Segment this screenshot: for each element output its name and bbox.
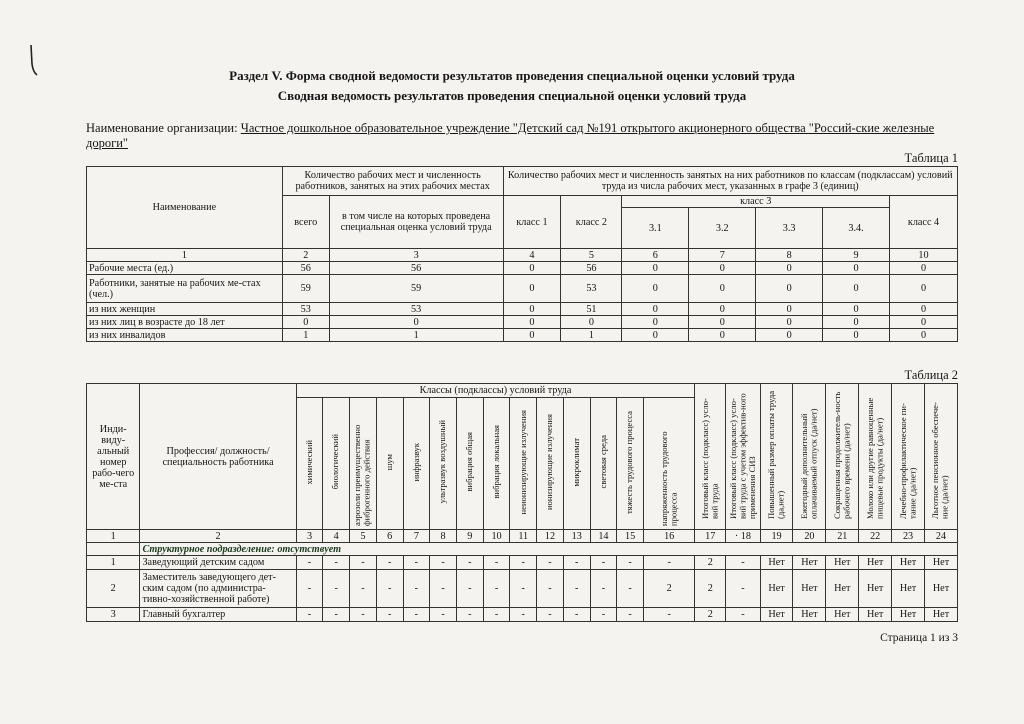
- cell: Нет: [760, 570, 793, 608]
- cell: 2: [695, 608, 726, 622]
- page-number: Страница 1 из 3: [880, 632, 958, 644]
- cell: 0: [756, 275, 823, 303]
- cell: -: [563, 556, 590, 570]
- cell: Нет: [924, 608, 957, 622]
- col-number: 5: [350, 530, 377, 543]
- col-number: 19: [760, 530, 793, 543]
- t1-header-group2: Количество рабочих мест и численность занятых на них работников по классам (подклассам) условий труда из числа рабочих мест, указанных в графе 3 (единиц): [503, 167, 958, 196]
- cell: -: [376, 556, 403, 570]
- t2-factor-header: микроклимат: [570, 437, 581, 487]
- cell: 0: [689, 262, 756, 275]
- cell: -: [563, 570, 590, 608]
- cell: 0: [823, 303, 890, 316]
- t1-header-class4: класс 4: [890, 196, 958, 249]
- cell: -: [537, 608, 564, 622]
- workplace-number: 2: [87, 570, 140, 608]
- cell: -: [617, 570, 644, 608]
- cell: 1: [282, 329, 329, 342]
- section-title: Раздел V. Форма сводной ведомости результатов проведения специальной оценки условий труда: [229, 68, 795, 83]
- col-number: 1: [87, 249, 283, 262]
- t1-header-assessed: в том числе на которых проведена специальная оценка условий труда: [329, 196, 503, 249]
- cell: -: [456, 570, 483, 608]
- cell: -: [590, 556, 617, 570]
- cell: 0: [561, 316, 622, 329]
- cell: 0: [756, 316, 823, 329]
- cell: -: [430, 608, 457, 622]
- t2-factor-header: неионизирующие излучения: [517, 409, 528, 515]
- cell: -: [296, 570, 323, 608]
- cell: 0: [890, 329, 958, 342]
- cell: -: [456, 608, 483, 622]
- cell: 0: [890, 275, 958, 303]
- col-number: 9: [823, 249, 890, 262]
- cell: 0: [689, 329, 756, 342]
- cell: -: [296, 556, 323, 570]
- cell: 0: [823, 262, 890, 275]
- table2-caption: Таблица 2: [904, 368, 958, 382]
- t1-header-class3: класс 3: [622, 196, 890, 208]
- t1-header-3-3: 3.3: [756, 208, 823, 249]
- col-number: 6: [622, 249, 689, 262]
- cell: -: [350, 608, 377, 622]
- t2-factor-header: инфразвук: [410, 442, 421, 482]
- t2-header-extra: Молоко или другие равноценные пищевые продукты (да/нет): [864, 397, 885, 519]
- t2-header-extra: Итоговый класс (подкласс) усло-вий труда: [699, 398, 720, 519]
- cell: -: [483, 608, 510, 622]
- cell: 56: [282, 262, 329, 275]
- t2-header-extra: Лечебно-профилактическое пи-тание (да/нет): [897, 403, 918, 519]
- cell: Нет: [826, 608, 859, 622]
- cell: -: [350, 570, 377, 608]
- cell: 0: [890, 303, 958, 316]
- cell: -: [456, 556, 483, 570]
- col-number: 16: [643, 530, 694, 543]
- structural-unit-row: Структурное подразделение: отсутствует: [140, 543, 958, 556]
- cell: -: [376, 608, 403, 622]
- cell: -: [323, 570, 350, 608]
- cell: 0: [890, 262, 958, 275]
- table-row: [87, 329, 958, 342]
- cell: -: [430, 570, 457, 608]
- cell: Нет: [859, 556, 892, 570]
- cell: 0: [622, 303, 689, 316]
- col-number: 23: [892, 530, 925, 543]
- t1-header-3-2: 3.2: [689, 208, 756, 249]
- cell: Нет: [793, 608, 826, 622]
- col-number: 8: [756, 249, 823, 262]
- cell: 0: [503, 329, 561, 342]
- table1-caption: Таблица 1: [904, 151, 958, 165]
- cell: 2: [695, 556, 726, 570]
- row-label: из них женщин: [87, 303, 283, 316]
- workplace-table: [86, 383, 958, 622]
- col-number: 7: [689, 249, 756, 262]
- cell: -: [617, 608, 644, 622]
- cell: 0: [622, 316, 689, 329]
- cell: -: [590, 570, 617, 608]
- row-label: Рабочие места (ед.): [87, 262, 283, 275]
- cell: Нет: [892, 556, 925, 570]
- cell: -: [403, 570, 430, 608]
- cell: Нет: [892, 570, 925, 608]
- cell: Нет: [826, 556, 859, 570]
- document-subtitle: Сводная ведомость результатов проведения специальной оценки условий труда: [277, 88, 747, 103]
- cell: 0: [329, 316, 503, 329]
- t1-header-class1: класс 1: [503, 196, 561, 249]
- t2-factor-header: химический: [303, 439, 314, 485]
- cell: 0: [503, 275, 561, 303]
- cell: 0: [689, 275, 756, 303]
- cell: 0: [503, 316, 561, 329]
- cell: -: [483, 570, 510, 608]
- col-number: 21: [826, 530, 859, 543]
- col-number: 7: [403, 530, 430, 543]
- col-number: 15: [617, 530, 644, 543]
- cell: -: [590, 608, 617, 622]
- table-row: [87, 303, 958, 316]
- t2-factor-header: световая среда: [597, 435, 608, 489]
- t2-factor-header: ионизирующие излучения: [544, 413, 555, 511]
- col-number: 14: [590, 530, 617, 543]
- col-number: 13: [563, 530, 590, 543]
- t1-column-numbers: [87, 249, 958, 262]
- cell: 2: [643, 570, 694, 608]
- cell: -: [430, 556, 457, 570]
- cell: 0: [503, 303, 561, 316]
- cell: 0: [622, 329, 689, 342]
- cell: Нет: [760, 556, 793, 570]
- t2-header-classes: Классы (подклассы) условий труда: [296, 384, 695, 398]
- cell: -: [726, 556, 760, 570]
- cell: 59: [282, 275, 329, 303]
- profession: Главный бухгалтер: [140, 608, 296, 622]
- cell: 0: [282, 316, 329, 329]
- table-row: [87, 556, 958, 570]
- cell: 59: [329, 275, 503, 303]
- cell: -: [350, 556, 377, 570]
- cell: 0: [756, 329, 823, 342]
- cell: -: [323, 556, 350, 570]
- col-number: 4: [323, 530, 350, 543]
- cell: 56: [329, 262, 503, 275]
- t2-factor-header: ультразвук воздушный: [437, 420, 448, 504]
- cell: -: [323, 608, 350, 622]
- cell: -: [537, 556, 564, 570]
- cell: -: [403, 608, 430, 622]
- t1-header-total: всего: [282, 196, 329, 249]
- t2-factor-header: биологический: [330, 434, 341, 490]
- col-number: 17: [695, 530, 726, 543]
- cell: 0: [756, 262, 823, 275]
- cell: -: [510, 556, 537, 570]
- cell: 0: [890, 316, 958, 329]
- cell: 53: [329, 303, 503, 316]
- workplace-number: 1: [87, 556, 140, 570]
- cell: 0: [622, 275, 689, 303]
- cell: -: [376, 570, 403, 608]
- cell: -: [726, 570, 760, 608]
- cell: 1: [329, 329, 503, 342]
- col-number: 10: [483, 530, 510, 543]
- cell: -: [537, 570, 564, 608]
- col-number: 3: [296, 530, 323, 543]
- t2-header-extra: Сокращенная продолжитель-ность рабочего времени (да/нет): [831, 391, 852, 519]
- row-label: из них лиц в возрасте до 18 лет: [87, 316, 283, 329]
- col-number: 12: [537, 530, 564, 543]
- t1-header-3-1: 3.1: [622, 208, 689, 249]
- cell: -: [296, 608, 323, 622]
- col-number: 11: [510, 530, 537, 543]
- col-number: 6: [376, 530, 403, 543]
- cell: Нет: [826, 570, 859, 608]
- col-number: 20: [793, 530, 826, 543]
- row-label: Работники, занятые на рабочих ме-стах (чел.): [87, 275, 283, 303]
- t2-factor-header: тяжесть трудового процесса: [624, 410, 635, 514]
- t2-factor-header: аэрозоли преимущественно фиброгенного действия: [352, 424, 372, 526]
- cell: 0: [689, 316, 756, 329]
- cell: -: [510, 570, 537, 608]
- t2-header-profession: Профессия/ должность/ специальность работника: [140, 384, 296, 530]
- cell: 56: [561, 262, 622, 275]
- t2-header-number: Инди-виду-альный номер рабо-чего ме-ста: [87, 384, 140, 530]
- profession: Заместитель заведующего дет-ским садом (по администра-тивно-хозяйственной работе): [140, 570, 296, 608]
- t1-header-group1: Количество рабочих мест и численность работников, занятых на этих рабочих местах: [282, 167, 503, 196]
- table-row: [87, 570, 958, 608]
- cell: Нет: [760, 608, 793, 622]
- table-row: [87, 262, 958, 275]
- summary-table: [86, 166, 958, 342]
- cell: 0: [823, 316, 890, 329]
- cell: Нет: [924, 570, 957, 608]
- col-number: 2: [282, 249, 329, 262]
- cell: -: [643, 608, 694, 622]
- cell: -: [617, 556, 644, 570]
- cell: -: [510, 608, 537, 622]
- workplace-number: 3: [87, 608, 140, 622]
- t2-factor-header: напряженность трудового процесса: [658, 431, 679, 526]
- organization-line: [86, 121, 961, 151]
- row-label: из них инвалидов: [87, 329, 283, 342]
- t2-header-extra: Итоговый класс (подкласс) усло-вий труда с учетом эффектив-ного применения СИЗ: [727, 393, 757, 519]
- t2-factor-header: вибрация локальная: [490, 425, 501, 499]
- table-row: [87, 275, 958, 303]
- t2-column-numbers: [87, 530, 958, 543]
- cell: Нет: [924, 556, 957, 570]
- cell: Нет: [793, 556, 826, 570]
- profession: Заведующий детским садом: [140, 556, 296, 570]
- cell: 51: [561, 303, 622, 316]
- organization-label: Наименование организации:: [86, 121, 238, 135]
- cell: 2: [695, 570, 726, 608]
- col-number: 22: [859, 530, 892, 543]
- organization-name: Частное дошкольное образовательное учреждение "Детский сад №191 открытого акционерного общества "Россий-ские железные дороги": [86, 121, 935, 150]
- t2-factor-header: вибрация общая: [464, 432, 475, 492]
- col-number: 8: [430, 530, 457, 543]
- cell: -: [483, 556, 510, 570]
- col-number: 4: [503, 249, 561, 262]
- t2-header-extra: Льготное пенсионное обеспече-ние (да/нет): [930, 402, 950, 519]
- col-number: 10: [890, 249, 958, 262]
- cell: 0: [622, 262, 689, 275]
- cell: 53: [282, 303, 329, 316]
- cell: Нет: [793, 570, 826, 608]
- col-number: · 18: [726, 530, 760, 543]
- cell: -: [643, 556, 694, 570]
- cell: 0: [756, 303, 823, 316]
- cell: 0: [689, 303, 756, 316]
- t1-header-class2: класс 2: [561, 196, 622, 249]
- col-number: 5: [561, 249, 622, 262]
- cell: Нет: [859, 608, 892, 622]
- cell: 0: [503, 262, 561, 275]
- cell: -: [726, 608, 760, 622]
- cell: 0: [823, 329, 890, 342]
- cell: 0: [823, 275, 890, 303]
- t2-header-extra: Повышенный размер оплаты труда (да,нет): [766, 390, 786, 519]
- cell: 53: [561, 275, 622, 303]
- t1-header-3-4: 3.4.: [823, 208, 890, 249]
- col-number: 3: [329, 249, 503, 262]
- col-number: 1: [87, 530, 140, 543]
- table-row: [87, 316, 958, 329]
- table-row: [87, 608, 958, 622]
- t2-factor-header: шум: [383, 453, 394, 471]
- cell: Нет: [859, 570, 892, 608]
- t1-header-name: Наименование: [87, 167, 283, 249]
- col-number: 9: [456, 530, 483, 543]
- cell: Нет: [892, 608, 925, 622]
- col-number: 2: [140, 530, 296, 543]
- cell: 1: [561, 329, 622, 342]
- cell: -: [403, 556, 430, 570]
- cell: -: [563, 608, 590, 622]
- col-number: 24: [924, 530, 957, 543]
- t2-header-extra: Ежегодный дополнительный оплачиваемый отпуск (да/нет): [798, 408, 819, 519]
